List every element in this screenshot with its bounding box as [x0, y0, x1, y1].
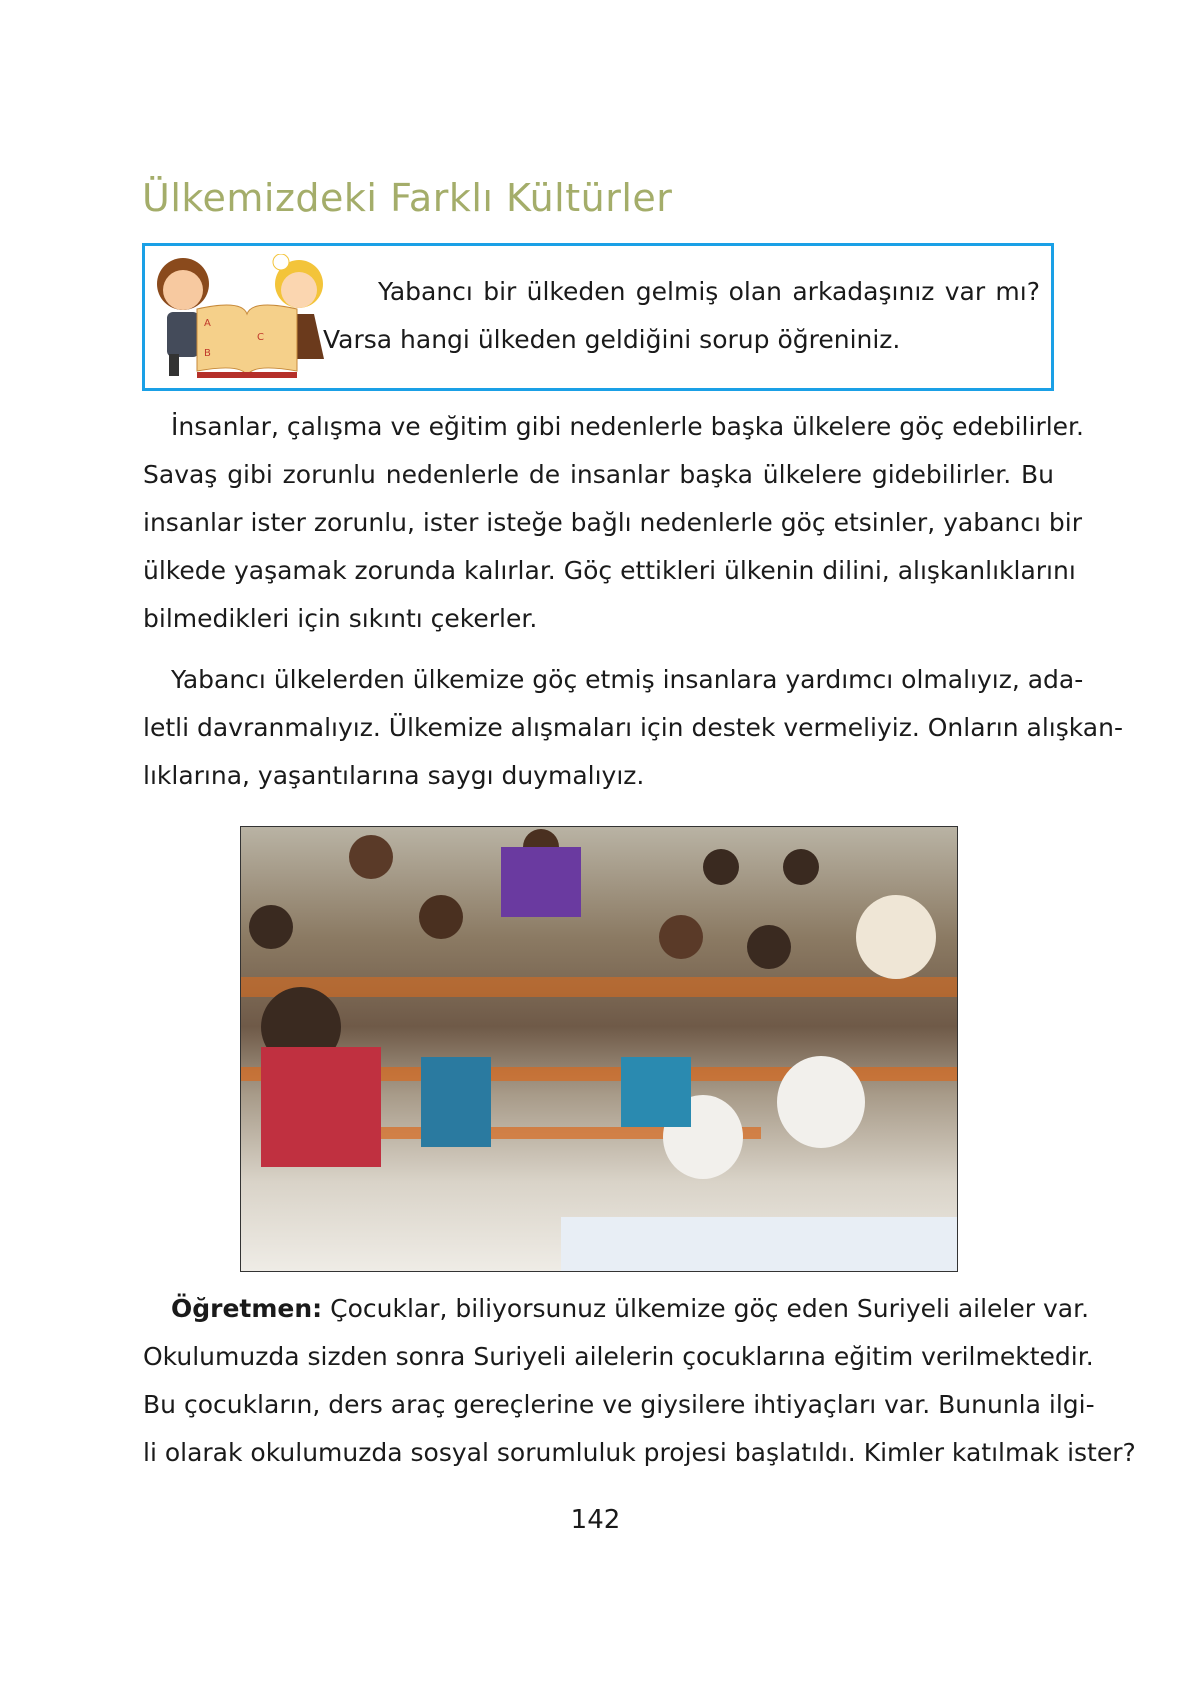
paragraph-3 [143, 1285, 1136, 1477]
classroom-photo-shapes [241, 827, 957, 1271]
paragraph-2 [143, 656, 1123, 800]
text-line: Yabancı bir ülkeden gelmiş olan arkadaşınız var mı? [378, 277, 1040, 306]
speaker-label: Öğretmen: [171, 1294, 323, 1323]
text-line: insanlar ister zorunlu, ister isteğe bağlı nedenlerle göç etsinler, yabancı bir [143, 508, 1082, 537]
text-span: Çocuklar, biliyorsunuz ülkemize göç eden Suriyeli aileler var. [330, 1294, 1090, 1323]
text-line: Savaş gibi zorunlu nedenlerle de insanlar başka ülkelere gidebilirler. Bu [143, 460, 1054, 489]
page-title: Ülkemizdeki Farklı Kültürler [142, 176, 673, 220]
text-line [143, 1285, 1090, 1333]
text-line: Varsa hangi ülkeden geldiğini sorup öğreniniz. [323, 325, 901, 354]
activity-question [323, 268, 1040, 364]
text-line: Bu çocukların, ders araç gereçlerine ve giysilere ihtiyaçları var. Bununla ilgi- [143, 1390, 1095, 1419]
text-line: ülkede yaşamak zorunda kalırlar. Göç ettikleri ülkenin dilini, alışkanlıklarını [143, 556, 1076, 585]
paragraph-1 [143, 403, 1084, 643]
svg-text:C: C [257, 332, 264, 343]
svg-text:B: B [204, 348, 211, 359]
text-line: letli davranmalıyız. Ülkemize alışmaları için destek vermeliyiz. Onların alışkan- [143, 713, 1123, 742]
text-line: Okulumuzda sizden sonra Suriyeli ailelerin çocuklarına eğitim verilmektedir. [143, 1342, 1094, 1371]
children-reading-book-illustration [149, 254, 339, 382]
svg-text:A: A [204, 318, 211, 329]
text-line: li olarak okulumuzda sosyal sorumluluk projesi başlatıldı. Kimler katılmak ister? [143, 1438, 1136, 1467]
page-number: 142 [570, 1505, 621, 1535]
text-line: lıklarına, yaşantılarına saygı duymalıyız. [143, 761, 645, 790]
text-line: Yabancı ülkelerden ülkemize göç etmiş insanlara yardımcı olmalıyız, ada- [171, 665, 1084, 694]
text-line: bilmedikleri için sıkıntı çekerler. [143, 604, 538, 633]
classroom-photo [240, 826, 958, 1272]
text-line: İnsanlar, çalışma ve eğitim gibi nedenlerle başka ülkelere göç edebilirler. [171, 412, 1084, 441]
activity-box [142, 243, 1054, 391]
